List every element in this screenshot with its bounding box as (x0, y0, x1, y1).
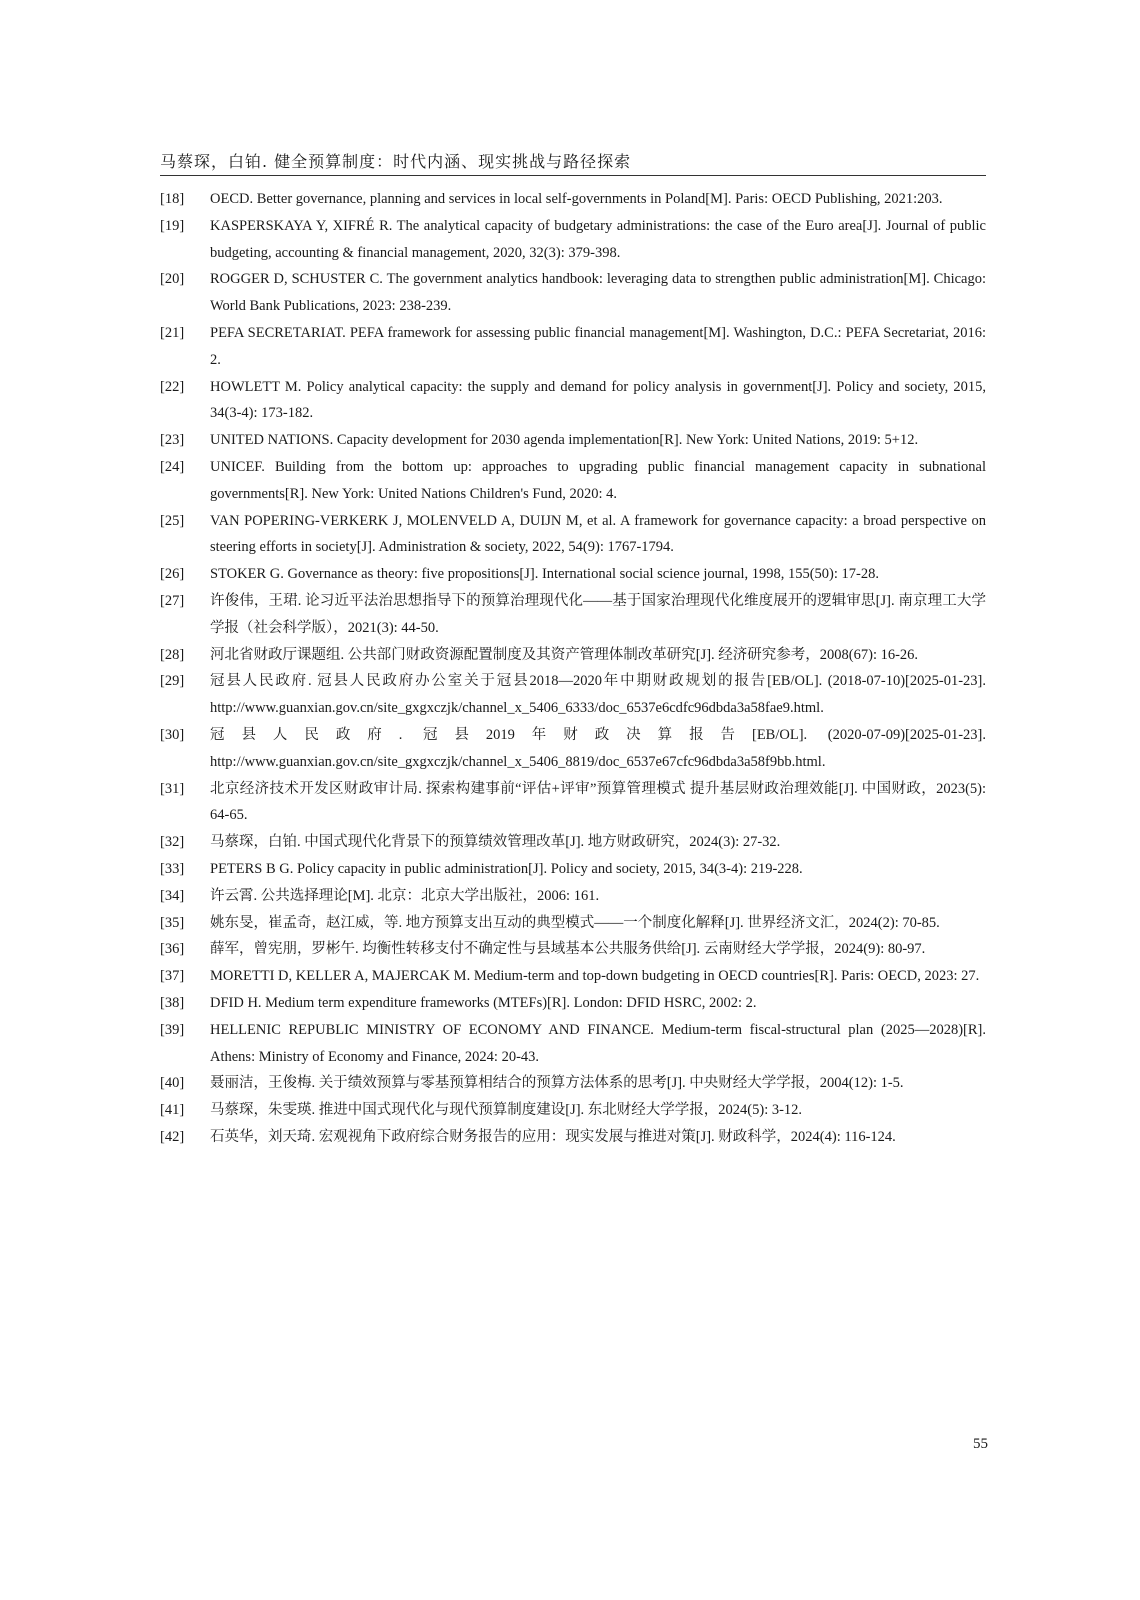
reference-item (160, 427, 986, 454)
reference-text: KASPERSKAYA Y, XIFRÉ R. The analytical capacity of budgetary administrations: the case of the Euro area[J]. Journal of public budgeting, accounting & financial management, 2020, 32(3): 379-398. (210, 217, 986, 261)
reference-number: [29] (160, 673, 185, 690)
reference-text: 聂丽洁，王俊梅. 关于绩效预算与零基预算相结合的预算方法体系的思考[J]. 中央财经大学学报，2004(12): 1-5. (210, 1075, 904, 1092)
reference-list (160, 186, 986, 1151)
reference-item (160, 856, 986, 883)
reference-text: 石英华，刘天琦. 宏观视角下政府综合财务报告的应用：现实发展与推进对策[J]. 财政科学，2024(4): 116-124. (210, 1128, 896, 1145)
reference-text: VAN POPERING-VERKERK J, MOLENVELD A, DUIJN M, et al. A framework for governance capacity: a broad perspective on steering efforts in society[J]. Administration & society, 2022, 54(9): 1767-1794. (210, 512, 986, 556)
reference-item (160, 454, 986, 508)
reference-item (160, 588, 986, 642)
reference-text: 马蔡琛，白铂. 中国式现代化背景下的预算绩效管理改革[J]. 地方财政研究，2024(3): 27-32. (210, 834, 781, 851)
reference-item (160, 561, 986, 588)
reference-text: 姚东旻，崔孟奇，赵江威，等. 地方预算支出互动的典型模式——一个制度化解释[J]. 世界经济文汇，2024(2): 70-85. (210, 914, 940, 931)
reference-item (160, 668, 986, 722)
reference-item (160, 266, 986, 320)
reference-number: [28] (160, 646, 185, 663)
reference-item (160, 186, 986, 213)
reference-item (160, 829, 986, 856)
reference-number: [27] (160, 592, 185, 609)
reference-item (160, 642, 986, 669)
reference-number: [34] (160, 887, 185, 904)
reference-number: [38] (160, 994, 185, 1011)
reference-number: [22] (160, 378, 185, 395)
reference-text: 许云霄. 公共选择理论[M]. 北京：北京大学出版社，2006: 161. (210, 887, 600, 904)
reference-text: STOKER G. Governance as theory: five propositions[J]. International social science journal, 1998, 155(50): 17-28. (210, 566, 879, 583)
reference-text: 薛军，曾宪朋，罗彬午. 均衡性转移支付不确定性与县域基本公共服务供给[J]. 云南财经大学学报，2024(9): 80-97. (210, 941, 926, 958)
reference-text: UNITED NATIONS. Capacity development for 2030 agenda implementation[R]. New York: United Nations, 2019: 5+12. (210, 432, 919, 449)
reference-number: [26] (160, 566, 185, 583)
reference-text: OECD. Better governance, planning and services in local self-governments in Poland[M]. Paris: OECD Publishing, 2021:203. (210, 191, 943, 207)
reference-number: [20] (160, 271, 185, 288)
reference-number: [25] (160, 512, 185, 529)
reference-text: HELLENIC REPUBLIC MINISTRY OF ECONOMY AND FINANCE. Medium-term fiscal-structural plan (2025—2028)[R]. Athens: Ministry of Economy and Finance, 2024: 20-43. (210, 1021, 986, 1065)
reference-number: [41] (160, 1102, 185, 1119)
reference-text: DFID H. Medium term expenditure frameworks (MTEFs)[R]. London: DFID HSRC, 2002: 2. (210, 994, 757, 1011)
reference-text: 冠县人民政府. 冠县人民政府办公室关于冠县2018—2020年中期财政规划的报告[EB/OL]. (2018-07-10)[2025-01-23]. http://www.guanxian.gov.cn/site_gxgxczjk/channel_x_5406_6333/doc_6537e6cdfc96dbda3a58fae9.html. (210, 673, 986, 717)
reference-text: 北京经济技术开发区财政审计局. 探索构建事前“评估+评审”预算管理模式 提升基层财政治理效能[J]. 中国财政，2023(5): 64-65. (210, 780, 986, 824)
reference-item (160, 213, 986, 267)
reference-text: 河北省财政厅课题组. 公共部门财政资源配置制度及其资产管理体制改革研究[J]. 经济研究参考，2008(67): 16-26. (210, 646, 919, 663)
reference-item (160, 1070, 986, 1097)
reference-number: [23] (160, 432, 185, 449)
reference-text: UNICEF. Building from the bottom up: approaches to upgrading public financial management capacity in subnational governments[R]. New York: United Nations Children's Fund, 2020: 4. (210, 458, 986, 502)
reference-text: PETERS B G. Policy capacity in public administration[J]. Policy and society, 2015, 34(3-4): 219-228. (210, 860, 803, 877)
reference-text: PEFA SECRETARIAT. PEFA framework for assessing public financial management[M]. Washington, D.C.: PEFA Secretariat, 2016: 2. (210, 324, 986, 368)
reference-number: [19] (160, 217, 185, 234)
page-number: 55 (973, 1436, 988, 1452)
reference-item (160, 910, 986, 937)
reference-item (160, 776, 986, 830)
reference-text: HOWLETT M. Policy analytical capacity: the supply and demand for policy analysis in government[J]. Policy and society, 2015, 34(3-4): 173-182. (210, 378, 986, 422)
reference-item (160, 1017, 986, 1071)
reference-number: [39] (160, 1021, 185, 1038)
reference-item (160, 936, 986, 963)
reference-number: [21] (160, 324, 185, 341)
reference-number: [33] (160, 860, 185, 877)
reference-item (160, 1124, 986, 1151)
reference-text: MORETTI D, KELLER A, MAJERCAK M. Medium-term and top-down budgeting in OECD countries[R]. Paris: OECD, 2023: 27. (210, 968, 980, 985)
reference-number: [31] (160, 780, 185, 797)
reference-number: [32] (160, 834, 185, 851)
reference-text: ROGGER D, SCHUSTER C. The government analytics handbook: leveraging data to strengthen public administration[M]. Chicago: World Bank Publications, 2023: 238-239. (210, 271, 986, 315)
reference-text: 马蔡琛，朱雯瑛. 推进中国式现代化与现代预算制度建设[J]. 东北财经大学学报，2024(5): 3-12. (210, 1102, 803, 1119)
reference-number: [24] (160, 458, 185, 475)
reference-item (160, 374, 986, 428)
header-divider (160, 175, 986, 176)
reference-number: [35] (160, 914, 185, 931)
reference-item (160, 963, 986, 990)
reference-number: [18] (160, 191, 185, 207)
reference-item (160, 508, 986, 562)
reference-text: 许俊伟，王珺. 论习近平法治思想指导下的预算治理现代化——基于国家治理现代化维度展开的逻辑审思[J]. 南京理工大学学报（社会科学版），2021(3): 44-50. (210, 592, 986, 636)
reference-item (160, 990, 986, 1017)
reference-number: [40] (160, 1075, 185, 1092)
reference-text: 冠县人民政府. 冠县2019年财政决算报告[EB/OL]. (2020-07-09)[2025-01-23]. http://www.guanxian.gov.cn/site_gxgxczjk/channel_x_5406_8819/doc_6537e67cfc96dbda3a58f9bb.html. (210, 726, 986, 770)
reference-number: [42] (160, 1128, 185, 1145)
reference-number: [36] (160, 941, 185, 958)
reference-item (160, 1097, 986, 1124)
reference-number: [37] (160, 968, 185, 985)
reference-item (160, 722, 986, 776)
reference-number: [30] (160, 726, 185, 743)
reference-item (160, 320, 986, 374)
running-header: 马蔡琛，白铂. 健全预算制度：时代内涵、现实挑战与路径探索 (160, 152, 632, 171)
reference-item (160, 883, 986, 910)
